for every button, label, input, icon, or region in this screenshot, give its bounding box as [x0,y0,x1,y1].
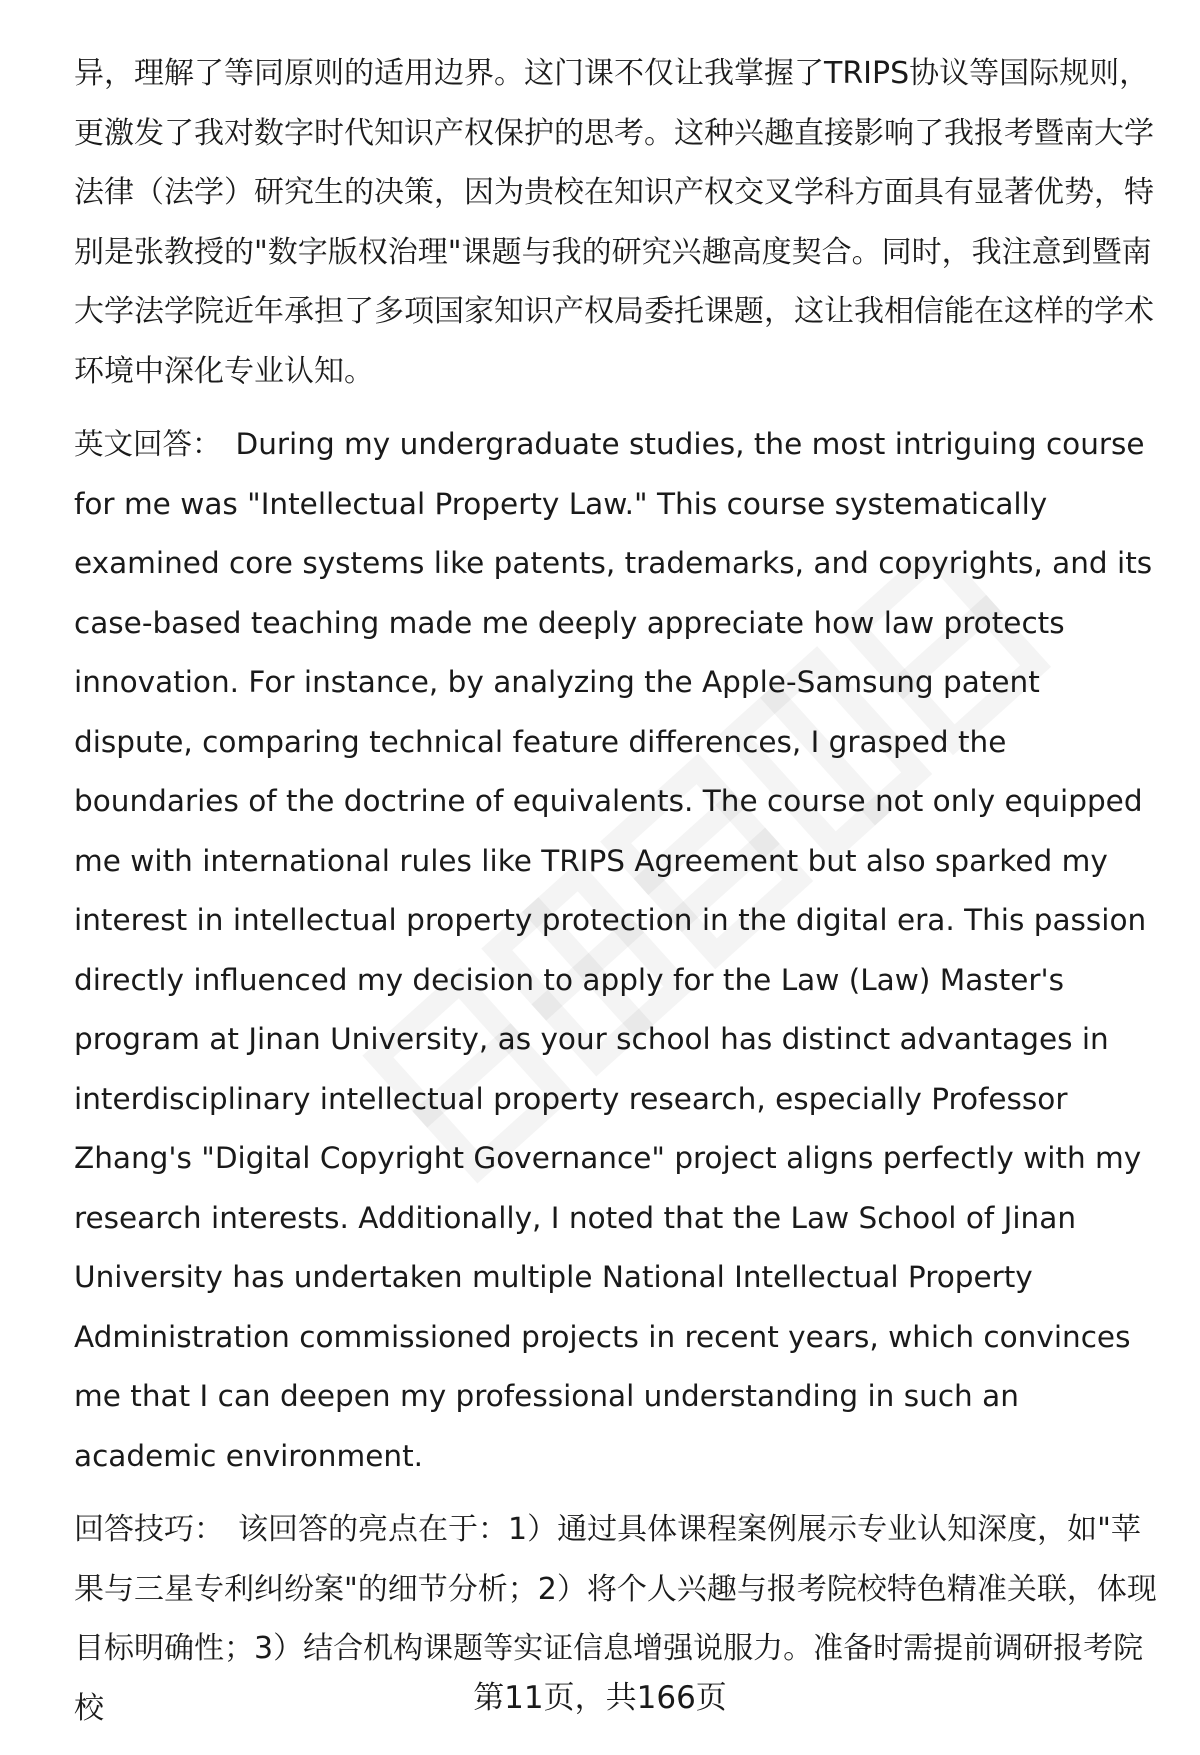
document-body [74,44,1160,1738]
paragraph-chinese-continuation: 异，理解了等同原则的适用边界。这门课不仅让我掌握了TRIPS协议等国际规则，更激发了我对数字时代知识产权保护的思考。这种兴趣直接影响了我报考暨南大学法律（法学）研究生的决策，因为贵校在知识产权交叉学科方面具有显著优势，特别是张教授的"数字版权治理"课题与我的研究兴趣高度契合。同时，我注意到暨南大学法学院近年承担了多项国家知识产权局委托课题，这让我相信能在这样的学术环境中深化专业认知。 [74,56,1154,389]
english-answer-paragraph [74,415,1160,1486]
english-answer-label: 英文回答： [74,427,222,461]
page-number-footer: 第11页，共166页 [473,1680,727,1716]
english-answer-text: During my undergraduate studies, the most intriguing course for me was "Intellectual Property Law." This course systematically examined core systems like patents, trademarks, and copyrights, and its case-based teaching made me deeply appreciate how law protects innovation. For instance, by analyzing the Apple-Samsung patent dispute, comparing technical feature differences, I grasped the boundaries of the doctrine of equivalents. The course not only equipped me with international rules like TRIPS Agreement but also sparked my interest in intellectual property protection in the digital era. This passion directly influenced my decision to apply for the Law (Law) Master's program at Jinan University, as your school has distinct advantages in interdisciplinary intellectual property research, especially Professor Zhang's "Digital Copyright Governance" project aligns perfectly with my research interests. Additionally, I noted that the Law School of Jinan University has undertaken multiple National Intellectual Property Administration commissioned projects in recent years, which convinces me that I can deepen my professional understanding in such an academic environment. [74,427,1153,1473]
answer-tips-label: 回答技巧： [74,1512,224,1547]
answer-tips-text: 该回答的亮点在于：1）通过具体课程案例展示专业认知深度，如"苹果与三星专利纠纷案"的细节分析；2）将个人兴趣与报考院校特色精准关联，体现目标明确性；3）结合机构课题等实证信息增强说服力。准备时需提前调研报考院校 [74,1512,1157,1726]
